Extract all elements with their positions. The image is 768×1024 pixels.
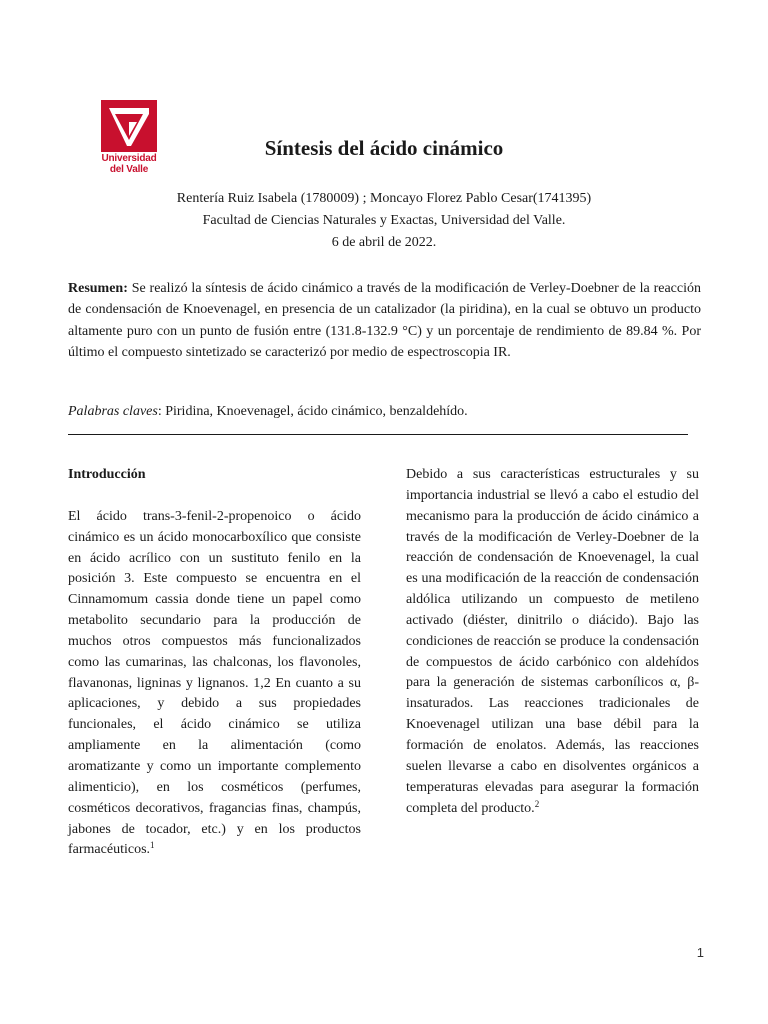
date-line: 6 de abril de 2022.: [331, 235, 437, 250]
section-divider: [68, 434, 688, 435]
keywords-text: : Piridina, Knoevenagel, ácido cinámico, benzaldehído.: [157, 404, 468, 419]
introduction-paragraph: [68, 507, 361, 861]
abstract: [68, 278, 701, 363]
left-column: [68, 465, 361, 861]
right-column-text: Debido a sus características estructurales y su importancia industrial se llevó a cabo el estudio del mecanismo para la producción de ácido cinámico a través de la modificación de Verley-Doebner de la reacción de condensación de Knoevenagel, la cual es una modificación de la reacción de condensación aldólica utilizando un compuesto de metileno activado (diéster, dinitrilo o diácido). Bajo las condiciones de reacción se produce la condensación de compuestos de ácido carbónico con aldehídos para la generación de sistemas carbonílicos α, β-insaturados. Las reacciones tradicionales de Knoevenagel utilizan una base débil para la formación de enolatos. Además, las reacciones suelen llevarse a cabo en disolventes orgánicos a temperaturas elevadas para asegurar la formación completa del producto.: [406, 467, 699, 816]
introduction-text: El ácido trans-3-fenil-2-propenoico o ácido cinámico es un ácido monocarboxílico que consiste en ácido acrílico con un sustituto fenilo en la posición 3. Este compuesto se encuentra en el Cinnamomum cassia donde tiene un papel como metabolito secundario para la producción de muchos otros compuestos más funcionalizados como las cumarinas, las chalconas, los flavonoles, flavanonas, ligninas y lignanos. 1,2 En cuanto a su aplicaciones, y debido a sus propiedades funcionales, el ácido cinámico se utiliza ampliamente en la alimentación (como aromatizante y como un importante complemento alimenticio), en los cosméticos (perfumes, cosméticos decorativos, fragancias finas, champús, jabones de tocador, etc.) y en los productos farmacéuticos.: [68, 508, 361, 858]
keywords: [68, 404, 701, 420]
authors-line: Rentería Ruiz Isabela (1780009) ; Moncayo Florez Pablo Cesar(1741395): [176, 191, 592, 206]
logo-line-2: del Valle: [109, 164, 149, 175]
document-title: Síntesis del ácido cinámico: [264, 136, 504, 160]
keywords-label: Palabras claves: [68, 404, 158, 419]
abstract-label: Resumen:: [68, 281, 128, 296]
right-column-reference: 2: [534, 798, 540, 809]
abstract-text: Se realizó la síntesis de ácido cinámico a través de la modificación de Verley-Doebner de la reacción de condensación de Knoevenagel, en presencia de un catalizador (la piridina), en la cual se obtuvo un producto altamente puro con un punto de fusión entre (131.8-132.9 °C) y un porcentaje de rendimiento de 89.84 %. Por último el compuesto sintetizado se caracterizó por medio de espectroscopia IR.: [68, 281, 701, 360]
faculty-line: Facultad de Ciencias Naturales y Exactas, Universidad del Valle.: [202, 213, 566, 228]
page-number: 1: [696, 945, 704, 960]
introduction-reference: 1: [150, 840, 155, 851]
right-column: [406, 465, 699, 819]
introduction-heading: Introducción: [68, 467, 146, 482]
right-column-paragraph: [406, 465, 699, 819]
logo-line-1: Universidad: [101, 153, 157, 164]
